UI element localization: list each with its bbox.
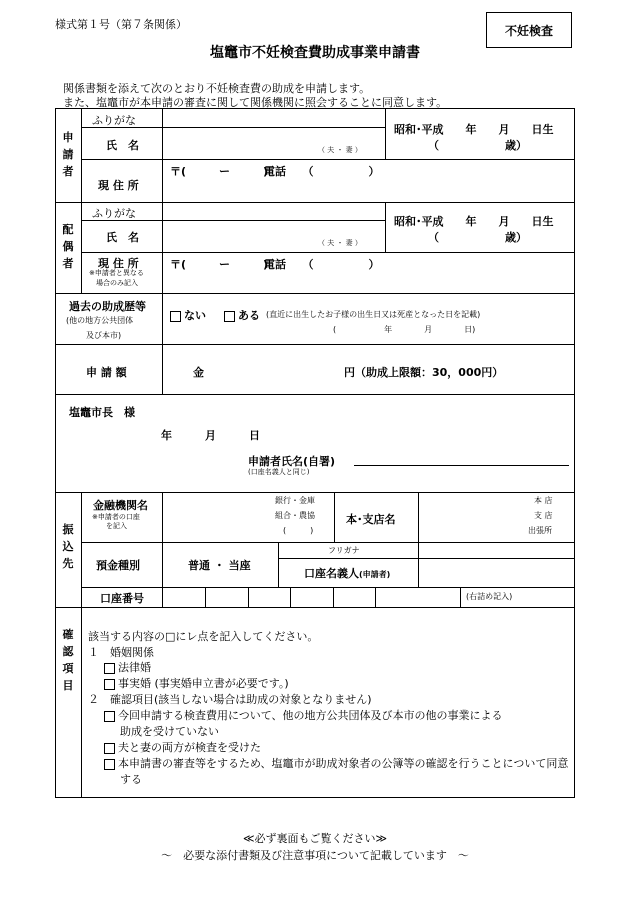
intro-line-2: また、塩竈市が本申請の審査に関して関係機関に照会することに同意します。: [63, 96, 448, 109]
bank-type-3: ( ): [283, 526, 314, 535]
no-other-subsidy-checkbox[interactable]: [104, 711, 115, 722]
spouse-birthdate: 昭和･平成 年 月 日生: [394, 215, 554, 228]
history-none-option[interactable]: ない: [170, 307, 206, 323]
branch-type-3: 出張所: [528, 526, 552, 535]
history-yes-note: (直近に出生したお子様の出生日又は死産となった日を記載): [266, 310, 481, 319]
account-number-label: 口座番号: [100, 592, 144, 605]
confirm-no-other-subsidy-cont: 助成を受けていない: [120, 725, 219, 738]
applicant-postal: 〒( ー ): [170, 165, 269, 178]
spouse-section-label: 配偶者: [62, 223, 74, 270]
kana-label: フリガナ: [328, 546, 360, 555]
both-tested-checkbox[interactable]: [104, 743, 115, 754]
mayor-addressee: 塩竈市長 様: [69, 406, 135, 419]
account-number-note: (右詰め記入): [466, 592, 513, 601]
consent-checkbox[interactable]: [104, 759, 115, 770]
footer-note-2: ～ 必要な添付書類及び注意事項について記載しています ～: [161, 849, 469, 862]
common-law-marriage-checkbox[interactable]: [104, 679, 115, 690]
branch-type-1: 本 店: [534, 496, 553, 505]
history-label-3: 及び本市): [86, 331, 122, 340]
page-title: 塩竈市不妊検査費助成事業申請書: [210, 45, 420, 61]
form-type-stamp: 不妊検査: [486, 12, 572, 48]
intro-line-1: 関係書類を添えて次のとおり不妊検査費の助成を申請します。: [63, 82, 371, 95]
footer-note-1: ≪必ず裏面もご覧ください≫: [242, 832, 388, 845]
spouse-address-note-2: 場合のみ記入: [96, 279, 138, 287]
spouse-address-note-1: ※申請者と異なる: [89, 269, 144, 277]
signature-label: 申請者氏名(自署): [248, 455, 336, 468]
signature-line[interactable]: [354, 465, 569, 466]
confirm-no-other-subsidy[interactable]: 今回申請する検査費用について、他の地方公共団体及び本市の他の事業による: [104, 707, 503, 723]
spouse-spouse-mark: （ 夫 ・ 妻 ）: [318, 239, 362, 247]
confirm-intro: 該当する内容の□にレ点を記入してください。: [88, 630, 319, 643]
confirm-consent-cont: する: [120, 773, 142, 786]
bank-section-label: 振込先: [62, 523, 74, 570]
spouse-furigana-label: ふりがな: [92, 207, 136, 220]
history-none-checkbox[interactable]: [170, 311, 181, 322]
confirm-section-label: 確認項目: [62, 628, 74, 692]
account-holder-note: (申請者): [359, 570, 391, 579]
confirm-common-law-marriage[interactable]: 事実婚 (事実婚申立書が必要です。): [104, 675, 289, 691]
bank-type-1: 銀行・金庫: [275, 496, 315, 505]
confirm-group-1: １ 婚姻関係: [88, 646, 154, 659]
amount-label: 申 請 額: [86, 366, 127, 379]
bank-institution-note-2: を記入: [106, 522, 127, 530]
applicant-birthdate: 昭和･平成 年 月 日生: [394, 123, 554, 136]
bank-type-2: 組合・農協: [275, 511, 315, 520]
legal-marriage-checkbox[interactable]: [104, 663, 115, 674]
history-yes-checkbox[interactable]: [224, 311, 235, 322]
form-number: 様式第１号（第７条関係）: [55, 18, 187, 31]
signature-note: (口座名義人と同じ): [248, 468, 310, 476]
applicant-address-label: 現 住 所: [98, 179, 139, 192]
confirm-consent[interactable]: 本申請書の審査等をするため、塩竈市が助成対象者の公簿等の確認を行うことについて同意: [104, 755, 568, 771]
bank-institution-note-1: ※申請者の口座: [92, 513, 140, 521]
history-date: ( 年 月 日): [333, 325, 476, 334]
applicant-age: （ 歳）: [428, 139, 527, 152]
application-form-table: [55, 108, 575, 798]
history-label-1: 過去の助成歴等: [69, 300, 146, 313]
spouse-phone: 電話 （ ）: [264, 258, 380, 271]
bank-institution-label: 金融機関名: [93, 499, 148, 512]
spouse-name-label: 氏 名: [106, 231, 139, 244]
confirm-group-2: ２ 確認項目(該当しない場合は助成の対象となりません): [88, 693, 372, 706]
amount-limit: 円（助成上限額：30，000円）: [344, 366, 504, 379]
spouse-postal: 〒( ー ): [170, 258, 269, 271]
applicant-furigana-label: ふりがな: [92, 114, 136, 127]
spouse-age: （ 歳）: [428, 231, 527, 244]
spouse-address-label: 現 住 所: [98, 257, 139, 270]
branch-label: 本･支店名: [346, 513, 396, 526]
confirm-both-tested[interactable]: 夫と妻の両方が検査を受けた: [104, 739, 261, 755]
applicant-name-label: 氏 名: [106, 139, 139, 152]
deposit-type-label: 預金種別: [96, 559, 140, 572]
applicant-phone: 電話 （ ）: [264, 165, 380, 178]
applicant-spouse-mark: （ 夫 ・ 妻 ）: [318, 146, 362, 154]
amount-prefix: 金: [193, 366, 204, 379]
history-yes-option[interactable]: ある: [224, 307, 260, 323]
confirm-legal-marriage[interactable]: 法律婚: [104, 659, 151, 675]
applicant-section-label: 申請者: [62, 131, 74, 178]
history-label-2: (他の地方公共団体: [66, 316, 134, 325]
account-holder-label: 口座名義人(申請者): [304, 567, 391, 580]
branch-type-2: 支 店: [534, 511, 553, 520]
deposit-type-value[interactable]: 普通 ・ 当座: [188, 559, 251, 572]
application-date: 年 月 日: [161, 429, 260, 442]
